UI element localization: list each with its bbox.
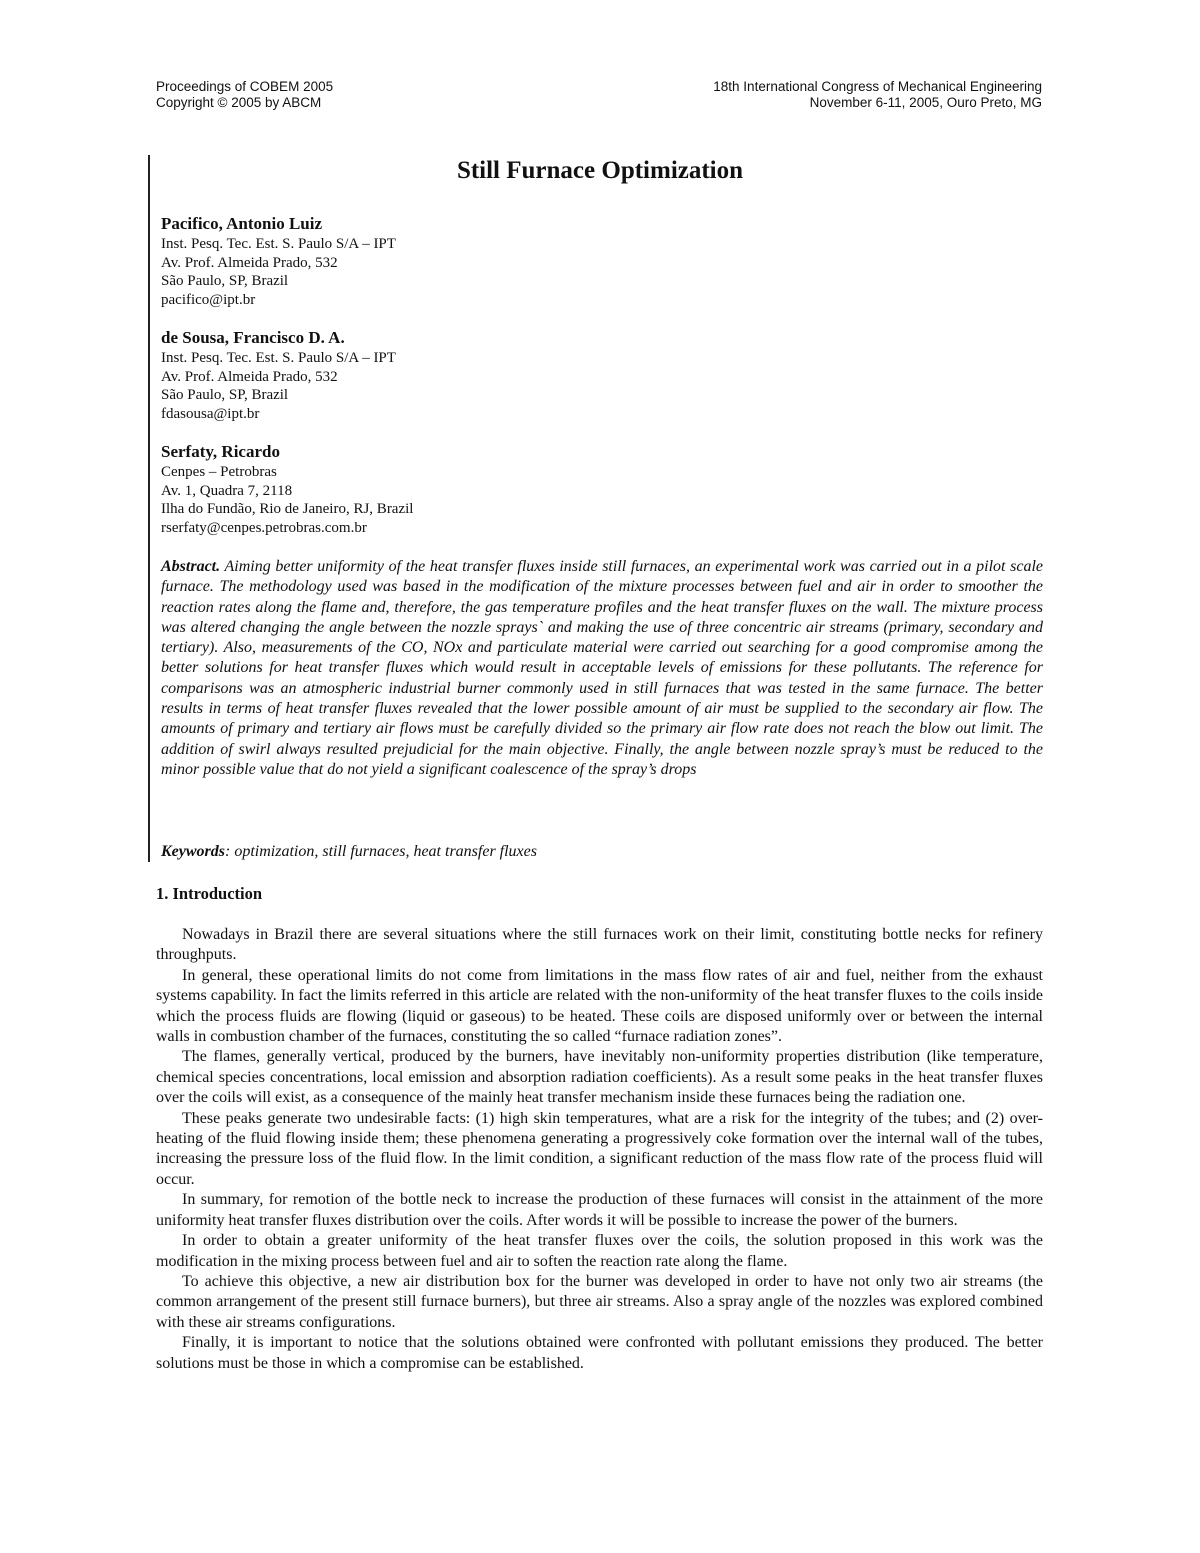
author-address: Av. 1, Quadra 7, 2118 (161, 482, 293, 499)
body-paragraph: In general, these operational limits do not come from limitations in the mass flow rates of air and fuel, neither from the exhaust systems capability. In fact the limits referred in this article are related with the non-uniformity of the heat transfer fluxes to the coils inside which the process fluids are flowing (liquid or gaseous) to be heated. These coils are disposed uniformly over or between the internal walls in combustion chamber of the furnaces, constituting the so called “furnace radiation zones”. (156, 966, 1043, 1046)
congress-line: 18th International Congress of Mechanical Engineering (713, 79, 1042, 94)
author-name: Serfaty, Ricardo (161, 442, 280, 461)
abstract-text: Aiming better uniformity of the heat transfer fluxes inside still furnaces, an experimental work was carried out in a pilot scale furnace. The methodology used was based in the modification of the mixture processes between fuel and air in order to smoother the reaction rates along the flame and, therefore, the gas temperature profiles and the heat transfer fluxes on the wall. The mixture process was altered changing the angle between the nozzle sprays` and making the use of three concentric air streams (primary, secondary and tertiary). Also, measurements of the CO, NOx and particulate material were carried out searching for a good compromise among the better solutions for heat transfer fluxes which would result in acceptable levels of emissions for these pollutants. The reference for comparisons was an atmospheric industrial burner commonly used in still furnaces that was tested in the same furnace. The better results in terms of heat transfer fluxes revealed that the lower possible amount of air must be supplied to the secondary air flow. The amounts of primary and tertiary air flows must be carefully divided so the primary air flow rate does not reach the blow out limit. The addition of swirl always resulted prejudicial for the main objective. Finally, the angle between nozzle spray’s must be reduced to the minor possible value that do not yield a significant coalescence of the spray’s drops (161, 558, 1043, 778)
author-affiliation: Inst. Pesq. Tec. Est. S. Paulo S/A – IPT (161, 236, 396, 252)
body-paragraph: To achieve this objective, a new air distribution box for the burner was developed in order to have not only two air streams (the common arrangement of the present still furnace burners), but three air streams. Also a spray angle of the nozzles was explored combined with these air streams configurations. (156, 1272, 1043, 1331)
author-block (161, 213, 413, 309)
running-header-left (156, 79, 333, 111)
author-name: de Sousa, Francisco D. A. (161, 328, 345, 347)
body-paragraph: The flames, generally vertical, produced by the burners, have inevitably non-uniformity properties distribution (like temperature, chemical species concentrations, local emission and absorption radiation coefficients). As a result some peaks in the heat transfer fluxes over the coils will exist, as a consequence of the mainly heat transfer mechanism inside these furnaces being the radiation one. (156, 1048, 1043, 1107)
keywords (161, 842, 1043, 862)
author-city: São Paulo, SP, Brazil (161, 387, 289, 403)
date-location-line: November 6-11, 2005, Ouro Preto, MG (809, 95, 1042, 110)
author-address: Av. Prof. Almeida Prado, 532 (161, 254, 338, 271)
keywords-text: : optimization, still furnaces, heat transfer fluxes (225, 843, 537, 860)
running-header-right (713, 79, 1042, 111)
change-bar-rule (148, 155, 150, 862)
author-address: Av. Prof. Almeida Prado, 532 (161, 368, 338, 385)
abstract (161, 557, 1043, 780)
author-email: pacifico@ipt.br (161, 291, 256, 308)
section-heading: 1. Introduction (156, 884, 263, 903)
author-list (161, 213, 413, 555)
copyright-line: Copyright © 2005 by ABCM (156, 95, 322, 110)
body-paragraph: In summary, for remotion of the bottle neck to increase the production of these furnaces will consist in the attainment of the more uniformity heat transfer fluxes distribution over the coils. After words it will be possible to increase the power of the burners. (156, 1191, 1043, 1229)
author-name: Pacifico, Antonio Luiz (161, 214, 323, 233)
body-paragraph: Finally, it is important to notice that the solutions obtained were confronted with pollutant emissions they produced. The better solutions must be those in which a compromise can be established. (156, 1334, 1043, 1372)
body-paragraph: These peaks generate two undesirable facts: (1) high skin temperatures, what are a risk for the integrity of the tubes; and (2) over-heating of the fluid flowing inside them; these phenomena generating a progressively coke formation over the internal wall of the tubes, increasing the pressure loss of the fluid flow. In the limit condition, a significant reduction of the mass flow rate of the process fluid will occur. (156, 1109, 1043, 1188)
proceedings-line: Proceedings of COBEM 2005 (156, 79, 334, 94)
paper-title: Still Furnace Optimization (456, 157, 744, 184)
author-city: São Paulo, SP, Brazil (161, 273, 289, 289)
author-block (161, 441, 413, 537)
author-block (161, 327, 413, 423)
abstract-label: Abstract. (161, 558, 221, 575)
body-paragraph: In order to obtain a greater uniformity of the heat transfer fluxes over the coils, the solution proposed in this work was the modification in the mixing process between fuel and air to soften the reaction rate along the flame. (156, 1232, 1043, 1270)
keywords-label: Keywords (161, 843, 225, 860)
author-email: rserfaty@cenpes.petrobras.com.br (161, 519, 367, 536)
author-city: Ilha do Fundão, Rio de Janeiro, RJ, Brazil (161, 501, 414, 517)
author-email: fdasousa@ipt.br (161, 405, 260, 422)
introduction-body (156, 925, 1043, 1374)
author-affiliation: Cenpes – Petrobras (161, 464, 277, 480)
author-affiliation: Inst. Pesq. Tec. Est. S. Paulo S/A – IPT (161, 350, 396, 366)
body-paragraph: Nowadays in Brazil there are several situations where the still furnaces work on their limit, constituting bottle necks for refinery throughputs. (156, 926, 1043, 964)
